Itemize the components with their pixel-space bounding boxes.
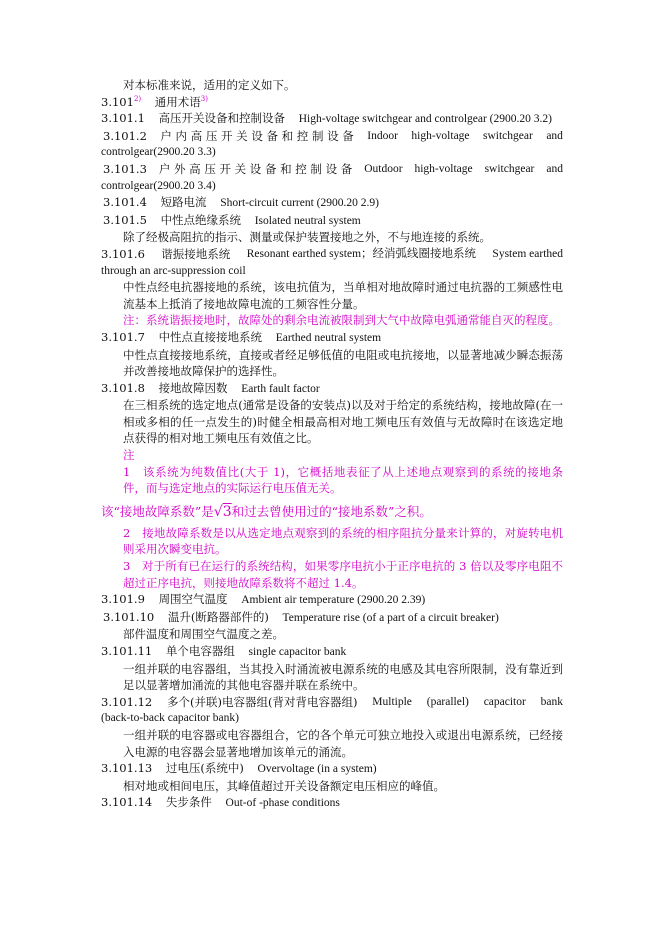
term-en-word: Multiple [372, 695, 412, 708]
term-cn: 中性点绝缘系统 [160, 212, 242, 227]
term-en-word: Outdoor [364, 162, 403, 175]
term-3101-3-cont: controlgear(2900.20 3.4) [101, 179, 216, 192]
term-cn: 高压开关设备和控制设备 [158, 111, 286, 126]
term-3101-8 [101, 380, 563, 398]
term-number: 3.101.5 [103, 212, 147, 227]
term-cn: 接地故障因数 [158, 380, 228, 395]
term-number: 3.101.9 [101, 592, 145, 607]
section-number: 3.101 [101, 94, 134, 109]
term-definition: 在三相系统的选定地点(通常是设备的安装点)以及对于给定的系统结构，接地故障(在一相或多相的任一点发生的)时健全相最高相对地工频电压有效值与无故障时在该选定地点获得的相对地工频电压有效值之比。 [123, 398, 563, 446]
term-cn: 中性点直接接地系统 [158, 329, 263, 344]
term-3101-1 [101, 110, 563, 128]
term-definition: 相对地或相间电压，其峰值超过开关设备额定电压相应的峰值。 [123, 778, 445, 793]
note-text: 和过去曾使用过的“接地系数”之积。 [231, 503, 432, 519]
term-definition: 一组并联的电容器或电容器组合，它的各个单元可独立地投入或退出电源系统，已经接入电源的电容器会显著地增加该单元的涌流。 [123, 727, 563, 759]
term-en: Short-circuit current (2900.20 2.9) [220, 197, 379, 210]
term-en-word: and [546, 129, 563, 142]
term-3101-4 [101, 194, 563, 212]
term-number: 3.101.8 [101, 380, 145, 395]
term-en: High-voltage switchgear and controlgear (2900.20 3.2) [298, 113, 552, 126]
term-cn: 谐振接地系统 [161, 246, 231, 261]
term-3101-6-cont: through an arc-suppression coil [101, 264, 246, 277]
term-3101-9 [101, 591, 563, 609]
term-3101-14 [101, 794, 563, 812]
term-en: Temperature rise (of a part of a circuit breaker) [282, 611, 499, 624]
note-3: 3 对于所有已在运行的系统结构，如果零序电抗小于正序电抗的 3 倍以及零序电阻不超过正序电抗，则接地故障系数将不超过 1.4。 [123, 559, 563, 590]
sqrt-symbol: √3 [213, 503, 232, 520]
term-3101-6 [101, 246, 563, 263]
term-cn: 户 内 高 压 开 关 设 备 和 控 制 设 备 [160, 128, 354, 143]
term-definition: 中性点经电抗器接地的系统，该电抗值为，当单相对地故障时通过电抗器的工频感性电流基本上抵消了接地故障电流的工频容性分量。 [123, 280, 563, 311]
term-cn: 短路电流 [160, 195, 207, 210]
term-number: 3.101.4 [103, 195, 147, 210]
term-en-word: high-voltage [414, 162, 473, 175]
term-en: Out-of -phase conditions [225, 797, 340, 810]
term-en-word: Indoor [367, 129, 398, 142]
term-definition: 部件温度和周围空气温度之差。 [123, 627, 284, 642]
term-3101-2 [101, 128, 563, 145]
term-3101-13 [101, 760, 563, 778]
term-definition: 中性点直接接地系统，直接或者经足够低值的电阻或电抗接地，以显著地减少瞬态振荡并改善接地故障保护的选择性。 [123, 347, 563, 379]
term-cn: 户 外 高 压 开 关 设 备 和 控 制 设 备 [158, 161, 353, 176]
term-3101-5 [101, 212, 563, 230]
term-en-word: high-voltage [411, 129, 470, 142]
term-cn: 多个(并联)电容器组(背对背电容器组) [167, 694, 358, 709]
term-3101-12 [101, 694, 563, 711]
note-1: 1 该系统为纯数值比(大于 1)，它概括地表征了从上述地点观察到的系统的接地条件，而与选定地点的实际运行电压值无关。 [123, 464, 563, 496]
term-cn: 周围空气温度 [158, 592, 228, 607]
term-definition: 除了经极高阻抗的指示、测量或保护装置接地之外，不与地连接的系统。 [123, 230, 491, 245]
intro-text: 对本标准来说，适用的定义如下。 [123, 78, 296, 92]
term-number: 3.101.10 [103, 609, 155, 624]
note-2: 2 接地故障系数是以从选定地点观察到的系统的相序阻抗分量来计算的，对旋转电机则采用次瞬变电抗。 [123, 525, 563, 557]
term-number: 3.101.12 [101, 694, 153, 709]
term-note: 注：系统谐振接地时，故障处的剩余电流被限制到大气中故障电弧通常能自灭的程度。 [123, 313, 560, 328]
note-1-continuation [101, 502, 563, 522]
term-3101-12-cont: (back-to-back capacitor bank) [101, 712, 239, 725]
term-number: 3.101.2 [103, 128, 147, 143]
sqrt-value: 3 [222, 503, 232, 520]
term-number: 3.101.1 [101, 111, 145, 126]
term-number: 3.101.13 [101, 761, 153, 776]
term-number: 3.101.7 [101, 329, 145, 344]
term-3101-10 [101, 609, 563, 627]
term-en-word: bank [540, 695, 563, 708]
term-3101-2-cont: controlgear(2900.20 3.3) [101, 146, 216, 159]
term-en: Resonant earthed system；经消弧线圈接地系统 [246, 247, 477, 260]
term-en: Earth fault factor [241, 382, 320, 395]
term-definition: 一组并联的电容器组，当其投入时涌流被电源系统的电感及其电容所限制，没有靠近到足以显著增加涌流的其他电容器并联在系统中。 [123, 661, 563, 693]
term-en-word: switchgear [484, 162, 535, 175]
section-3101 [101, 94, 563, 111]
note-text: 该“接地故障系数”是 [101, 503, 214, 519]
term-cn: 失步条件 [165, 795, 212, 810]
term-en-word: (parallel) [426, 695, 469, 708]
term-en: single capacitor bank [248, 646, 347, 658]
term-en: System earthed [492, 247, 563, 260]
term-cn: 温升(断路器部件的) [167, 609, 269, 624]
term-number: 3.101.11 [101, 644, 153, 658]
term-en: Ambient air temperature (2900.20 2.39) [241, 594, 426, 607]
term-en: Isolated neutral system [254, 214, 361, 227]
term-3101-7 [101, 329, 563, 347]
term-en: Earthed neutral system [275, 331, 382, 344]
term-en-word: capacitor [483, 695, 526, 708]
term-cn: 单个电容器组 [165, 644, 235, 658]
term-number: 3.101.14 [101, 795, 153, 810]
term-en: Overvoltage (in a system) [257, 763, 377, 776]
term-number: 3.101.6 [101, 246, 145, 261]
section-title: 通用术语 [154, 94, 201, 109]
term-cn: 过电压(系统中) [165, 761, 244, 776]
term-3101-11 [101, 643, 563, 661]
term-number: 3.101.3 [103, 161, 147, 176]
footnote-ref: 2) [133, 94, 142, 103]
term-en-word: and [546, 162, 563, 175]
footnote-ref: 3) [200, 94, 208, 103]
notes-heading: 注 [123, 448, 135, 463]
term-3101-3 [101, 161, 563, 178]
document-page [101, 77, 563, 812]
term-en-word: switchgear [483, 129, 533, 142]
